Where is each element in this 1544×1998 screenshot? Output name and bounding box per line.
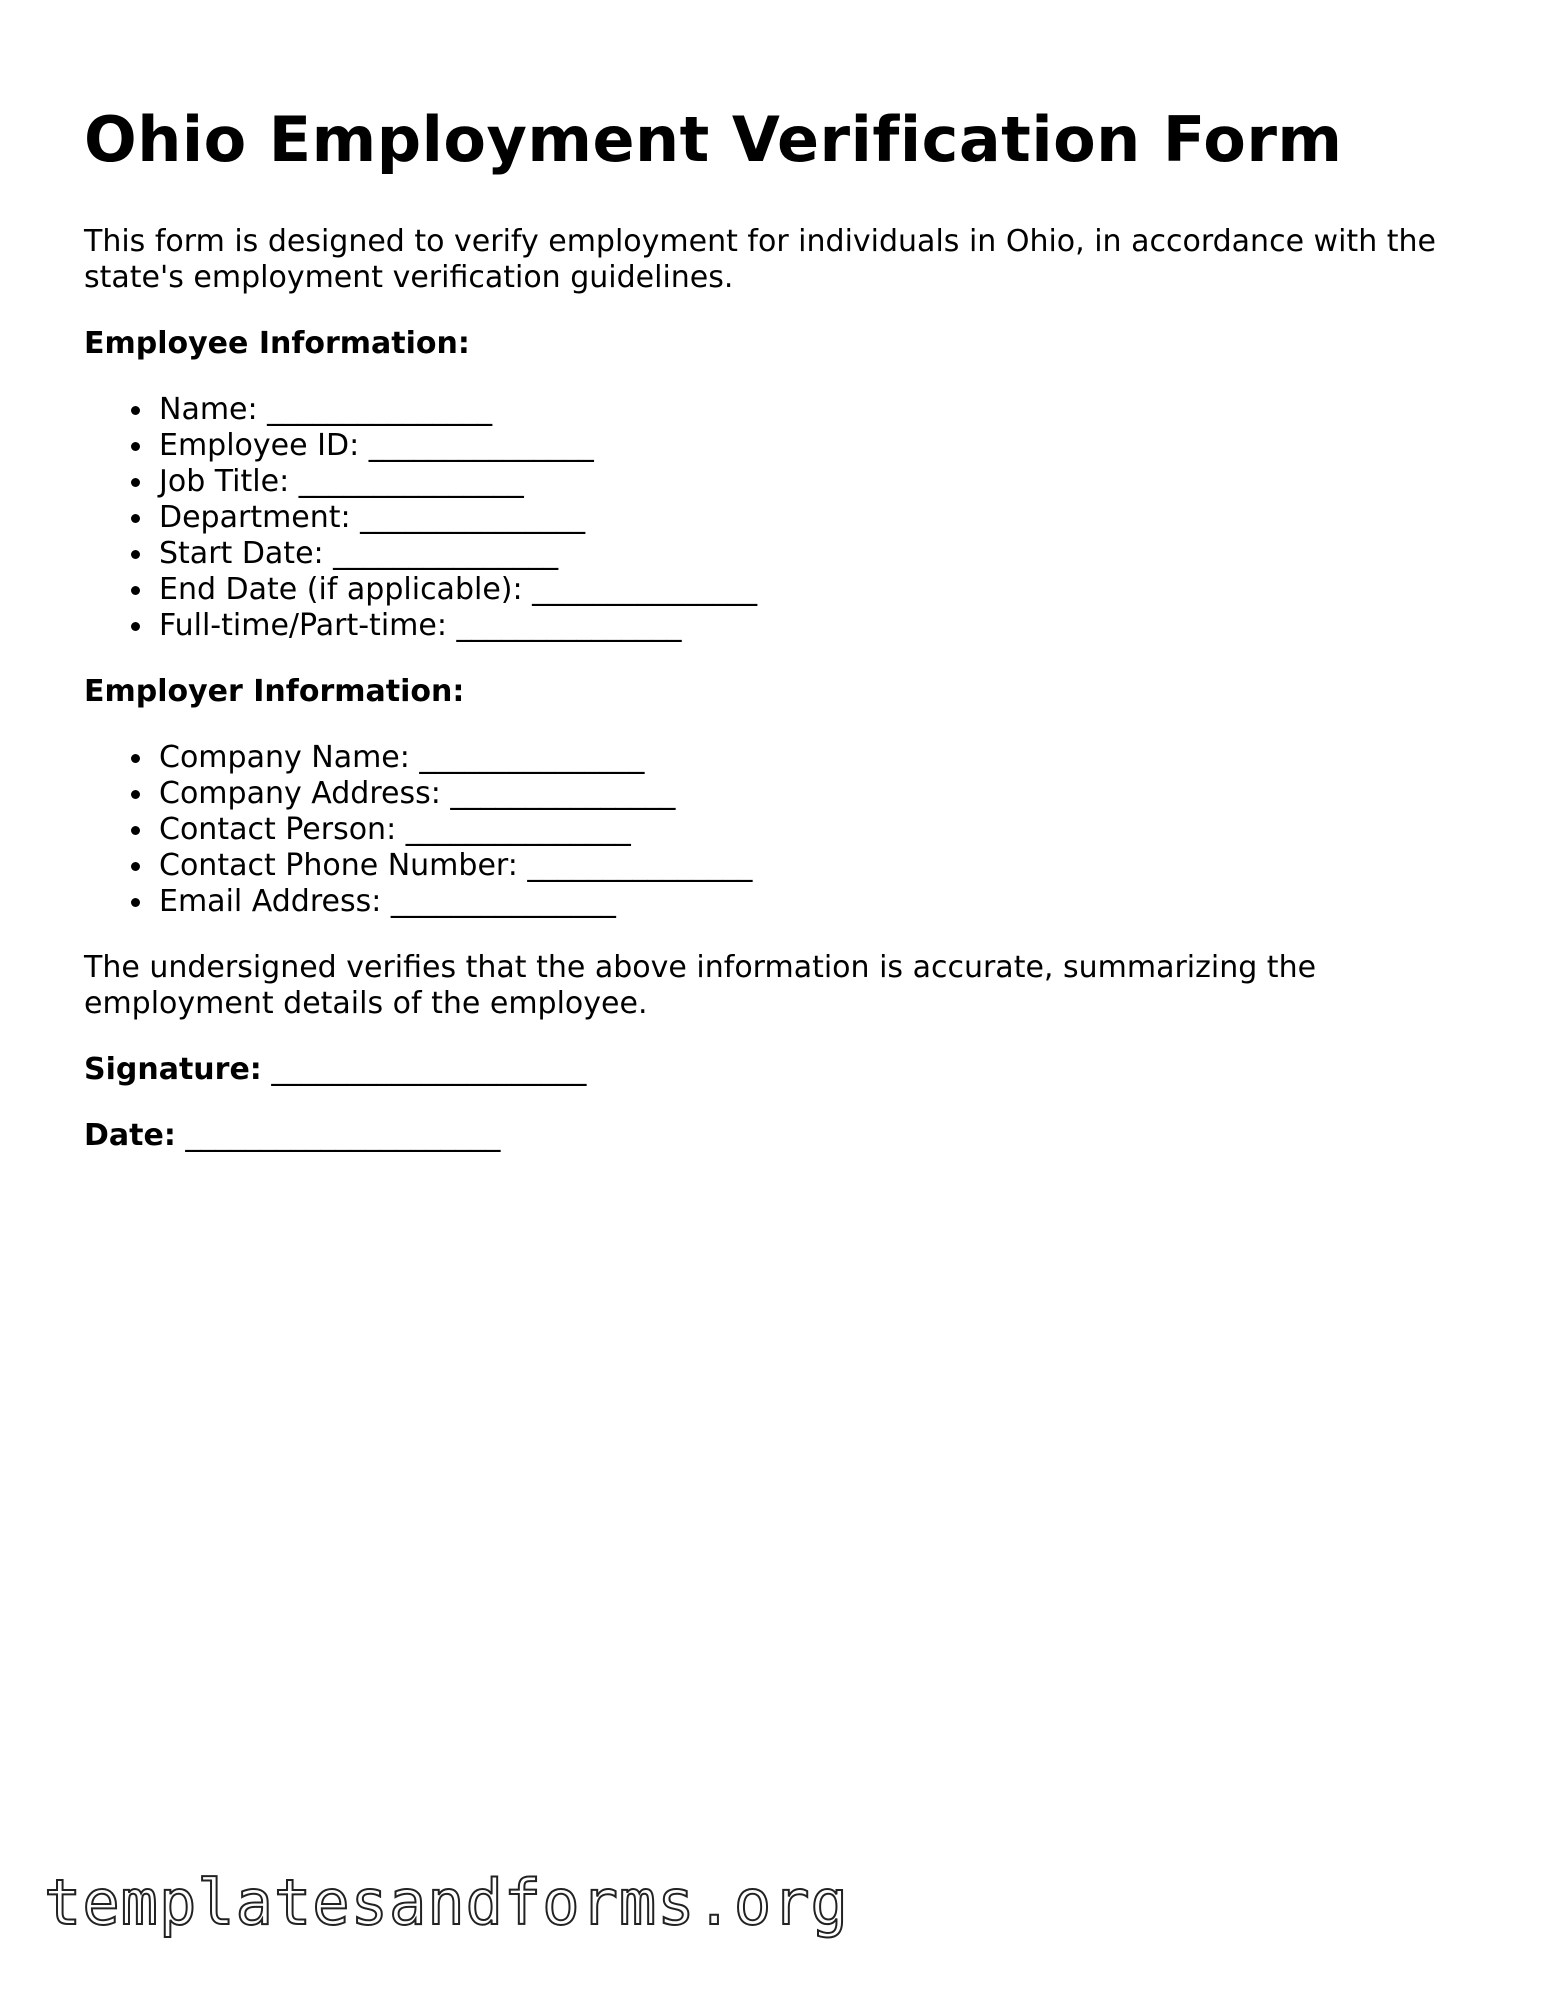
email-address-field[interactable]: Email Address: _______________ xyxy=(159,884,1464,920)
verification-statement: The undersigned verifies that the above information is accurate, summarizing the employment details of the employee. xyxy=(84,950,1317,1021)
date-line xyxy=(84,1118,1464,1154)
date-field[interactable]: _____________________ xyxy=(185,1118,501,1153)
employee-section-heading: Employee Information: xyxy=(84,326,470,361)
page-title: Ohio Employment Verification Form xyxy=(84,103,1343,176)
watermark-text: templatesandforms.org xyxy=(44,1866,849,1939)
company-name-field[interactable]: Company Name: _______________ xyxy=(159,740,1464,776)
document-page xyxy=(84,100,1464,1154)
employee-id-field[interactable]: Employee ID: _______________ xyxy=(159,428,1464,464)
end-date-field[interactable]: End Date (if applicable): _______________ xyxy=(159,572,1464,608)
date-label: Date: xyxy=(84,1118,176,1153)
employer-info-list xyxy=(84,740,1464,920)
job-title-field[interactable]: Job Title: _______________ xyxy=(159,464,1464,500)
company-address-field[interactable]: Company Address: _______________ xyxy=(159,776,1464,812)
signature-label: Signature: xyxy=(84,1052,262,1087)
employer-section-heading: Employer Information: xyxy=(84,674,465,709)
employee-info-list xyxy=(84,392,1464,644)
intro-paragraph: This form is designed to verify employment for individuals in Ohio, in accordance with the state's employment verification guidelines. xyxy=(84,224,1436,295)
start-date-field[interactable]: Start Date: _______________ xyxy=(159,536,1464,572)
department-field[interactable]: Department: _______________ xyxy=(159,500,1464,536)
signature-line xyxy=(84,1052,1464,1088)
contact-phone-field[interactable]: Contact Phone Number: _______________ xyxy=(159,848,1464,884)
employment-type-field[interactable]: Full-time/Part-time: _______________ xyxy=(159,608,1464,644)
employee-name-field[interactable]: Name: _______________ xyxy=(159,392,1464,428)
signature-field[interactable]: _____________________ xyxy=(271,1052,587,1087)
contact-person-field[interactable]: Contact Person: _______________ xyxy=(159,812,1464,848)
